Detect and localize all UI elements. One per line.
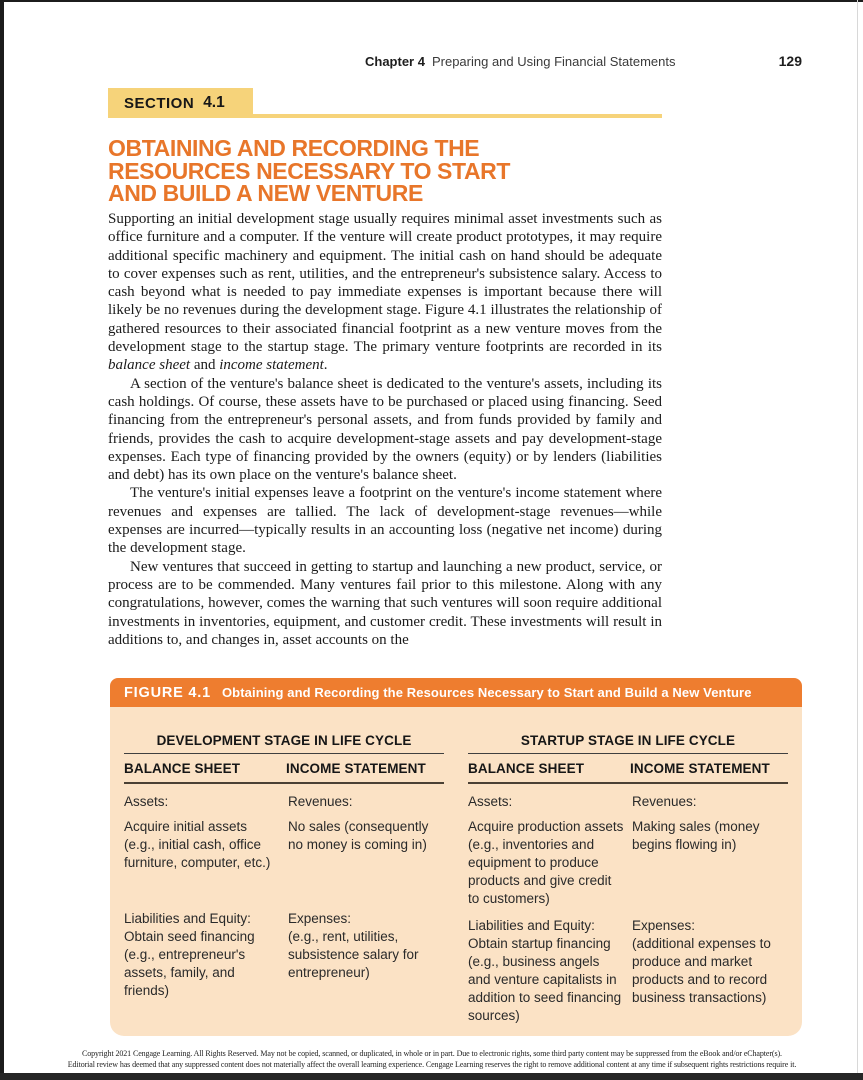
cell-text: (additional expenses to produce and market products and to record business transactions) xyxy=(632,936,771,1005)
chapter-title: Preparing and Using Financial Statements xyxy=(431,54,676,69)
cell-startup-revenues xyxy=(632,793,788,908)
cell-text: Obtain seed financing (e.g., entrepreneur's assets, family, and friends) xyxy=(124,929,255,998)
column-header-income-statement: INCOME STATEMENT xyxy=(286,761,426,776)
figure-body xyxy=(110,707,802,1036)
table-row xyxy=(124,901,444,1000)
section-tab xyxy=(108,88,253,118)
italic-term-balance-sheet: balance sheet xyxy=(108,357,191,374)
startup-stage-column-headers xyxy=(468,754,788,784)
cell-dev-assets xyxy=(124,793,280,901)
figure-title: Obtaining and Recording the Resources Necessary to Start and Build a New Venture xyxy=(221,685,752,700)
table-row xyxy=(468,784,788,908)
startup-stage-column-group xyxy=(468,733,788,1025)
page-number: 129 xyxy=(778,53,802,69)
column-header-balance-sheet: BALANCE SHEET xyxy=(124,761,241,776)
cell-dev-expenses xyxy=(288,910,444,1000)
section-title xyxy=(108,137,528,205)
page-edge-left xyxy=(0,0,4,1080)
body-text xyxy=(108,210,662,649)
cell-text: (e.g., rent, utilities, subsistence salary for entrepreneur) xyxy=(288,929,419,980)
column-header-income-statement: INCOME STATEMENT xyxy=(630,761,770,776)
paragraph-1-period: . xyxy=(323,357,328,374)
copyright-footer xyxy=(52,1048,812,1070)
copyright-line-2: Editorial review has deemed that any suppressed content does not materially affect the overall learning experience. Cengage Learning reserves the right to remove additional content at any time if subsequent rights restrictions require it. xyxy=(67,1060,797,1069)
paragraph-1 xyxy=(108,210,662,375)
page-edge-right xyxy=(857,0,858,1080)
cell-label: Revenues: xyxy=(632,794,697,809)
italic-term-income-statement: income statement xyxy=(219,357,324,374)
paragraph-1-conjunction: and xyxy=(190,357,220,374)
startup-stage-group-header: STARTUP STAGE IN LIFE CYCLE xyxy=(468,733,788,754)
figure-4-1 xyxy=(110,678,802,1036)
running-header xyxy=(108,53,802,69)
cell-dev-liabilities xyxy=(124,910,280,1000)
chapter-label: Chapter 4 xyxy=(365,54,425,69)
paragraph-1-text: Supporting an initial development stage usually requires minimal asset investments such as office furniture and a computer. If the venture will create product prototypes, it may require additional specific machinery and equipment. The initial cash on hand should be adequate to cover expenses such as rent, utilities, and the entrepreneur's subsistence salary. Access to cash beyond what is needed to pay immediate expenses is important because there will likely be no revenues during the development stage. Figure 4.1 illustrates the relationship of gathered resources to their associated financial footprint as a new venture moves from the development stage to the startup stage. The primary venture footprints are recorded in its xyxy=(108,211,662,356)
cell-label: Expenses: xyxy=(632,918,696,933)
section-label: SECTION xyxy=(124,94,195,112)
cell-text: No sales (consequently no money is coming in) xyxy=(288,819,429,852)
page-edge-top xyxy=(0,0,863,2)
chapter-heading xyxy=(365,54,676,69)
development-stage-column-headers xyxy=(124,754,444,784)
page-edge-bottom xyxy=(0,1073,863,1080)
section-title-line-2: RESOURCES NECESSARY TO START xyxy=(108,157,511,184)
cell-text: Acquire production assets (e.g., inventories and equipment to produce products and give credit to customers) xyxy=(468,819,624,906)
cell-startup-expenses xyxy=(632,917,788,1025)
section-title-line-3: AND BUILD A NEW VENTURE xyxy=(108,180,423,206)
copyright-line-1: Copyright 2021 Cengage Learning. All Rights Reserved. May not be copied, scanned, or duplicated, in whole or in part. Due to electronic rights, some third party content may be suppressed from the eBook and/or eChapter(s). xyxy=(82,1049,782,1058)
cell-startup-assets xyxy=(468,793,624,908)
cell-label: Assets: xyxy=(124,794,169,809)
cell-label: Liabilities and Equity: xyxy=(124,911,251,926)
table-row xyxy=(468,908,788,1025)
figure-table xyxy=(124,733,788,1025)
development-stage-column-group xyxy=(124,733,444,1025)
paragraph-4: New ventures that succeed in getting to startup and launching a new product, service, or process are to be commended. Many ventures fail prior to this milestone. Along with any congratulations, however, comes the warning that such ventures will soon require additional investments in inventories, equipment, and customer credit. These investments will result in additions to, and changes in, asset accounts on the xyxy=(108,558,662,648)
cell-text: Making sales (money begins flowing in) xyxy=(632,819,760,852)
cell-label: Revenues: xyxy=(288,794,353,809)
paragraph-3: The venture's initial expenses leave a footprint on the venture's income statement where revenues and expenses are tallied. The lack of development-stage revenues—while expenses are incurred—typically results in an accounting loss (negative net income) during the development stage. xyxy=(108,485,662,557)
figure-label: FIGURE 4.1 xyxy=(124,684,211,701)
cell-label: Assets: xyxy=(468,794,513,809)
column-header-balance-sheet: BALANCE SHEET xyxy=(468,761,585,776)
cell-startup-liabilities xyxy=(468,917,624,1025)
cell-text: Obtain startup financing (e.g., business angels and venture capitalists in addition to seed financing sources) xyxy=(468,936,622,1023)
development-stage-group-header: DEVELOPMENT STAGE IN LIFE CYCLE xyxy=(124,733,444,754)
section-title-line-1: OBTAINING AND RECORDING THE xyxy=(108,135,480,161)
table-row xyxy=(124,784,444,901)
cell-label: Liabilities and Equity: xyxy=(468,918,595,933)
cell-label: Expenses: xyxy=(288,911,352,926)
figure-header-bar xyxy=(110,678,802,707)
cell-dev-revenues xyxy=(288,793,444,901)
paragraph-2: A section of the venture's balance sheet is dedicated to the venture's assets, including its cash holdings. Of course, these assets have to be purchased or placed using financing. Seed financing from the entrepreneur's personal assets, and from funds provided by family and friends, provides the cash to acquire development-stage assets and pay development-stage expenses. Each type of financing provided by the owners (equity) or by lenders (liabilities and debt) has its own place on the venture's balance sheet. xyxy=(108,375,662,484)
section-number: 4.1 xyxy=(203,94,225,111)
cell-text: Acquire initial assets (e.g., initial cash, office furniture, computer, etc.) xyxy=(124,819,271,870)
